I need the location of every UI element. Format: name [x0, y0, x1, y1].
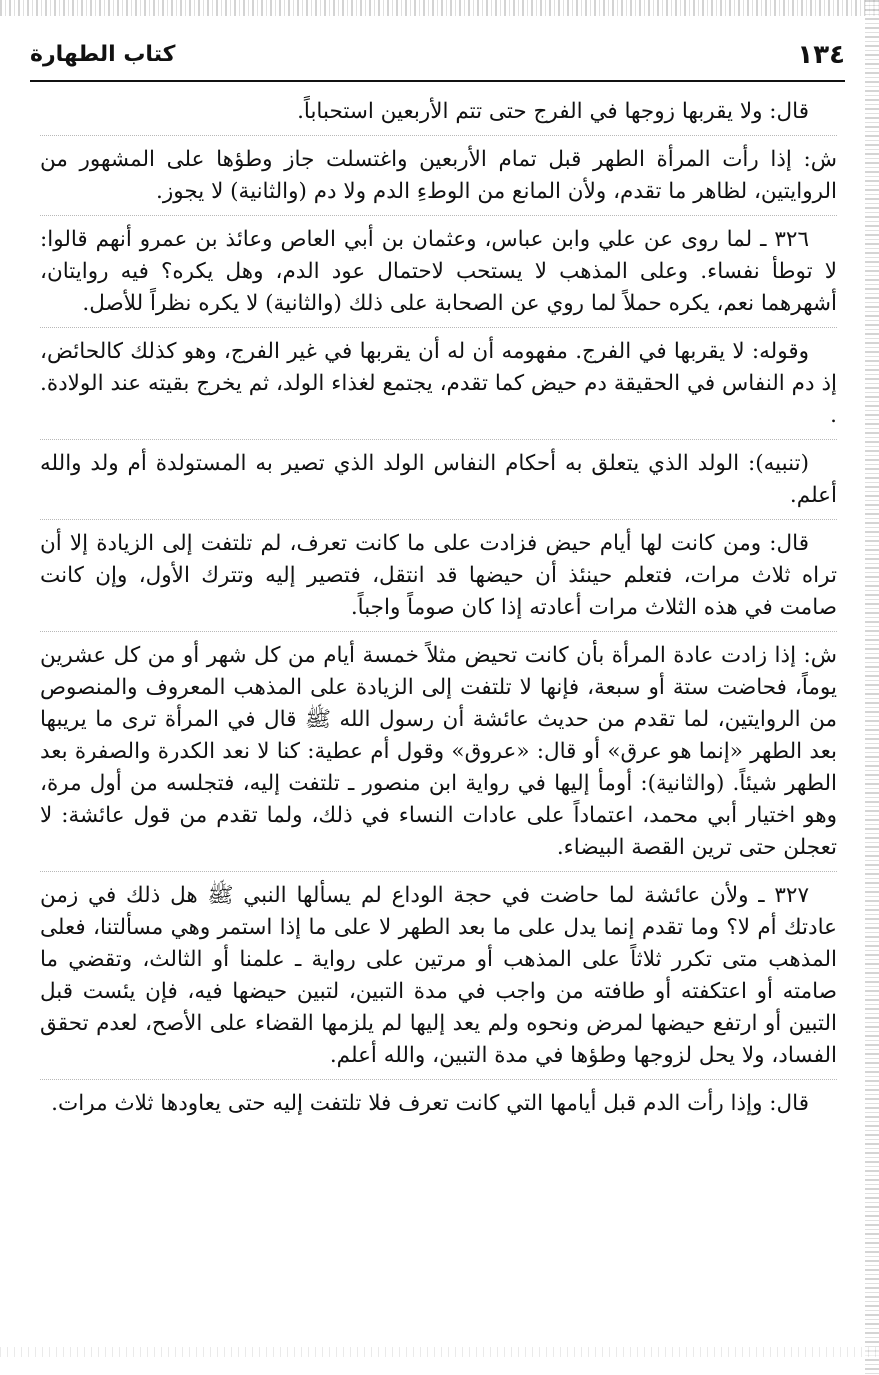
paragraph-5: (تنبيه): الولد الذي يتعلق به أحكام النفاس الولد الذي تصير به المستولدة أم ولد والله أعلم. — [40, 448, 837, 520]
paragraph-9: قال: وإذا رأت الدم قبل أيامها التي كانت تعرف فلا تلتفت إليه حتى يعاودها ثلاث مرات. — [51, 1091, 809, 1116]
page-border-top — [0, 0, 879, 16]
paragraph-6: قال: ومن كانت لها أيام حيض فزادت على ما كانت تعرف، لم تلتفت إلى الزيادة إلا أن تراه ثلاث مرات، فتعلم حينئذ أن حيضها قد انتقل، فتصير إليه وتترك الأول، وإن كانت صامت في هذه الثلاث مرات أعادته إذا كان صوماً واجباً. — [40, 528, 837, 632]
page-header — [30, 38, 845, 72]
paragraph-8: ٣٢٧ ـ ولأن عائشة لما حاضت في حجة الوداع لم يسألها النبي ﷺ هل ذلك في زمن عادتك أم لا؟ وما تقدم إنما يدل على ما بعد الطهر لا على ما إذا استمر وهي مسألتنا، فعلى المذهب متى تكرر ثلاثاً على المذهب أو مرتين على رواية ـ علمنا أو الثالث، وتقضي ما صامته أو اعتكفته أو طافته من واجب في مدة التبين، لتبين حيضها فيه، فإن يئست قبل التبين أو ارتفع حيضها لمرض ونحوه ولم يعد إليها لم يلزمها القضاء على الأصح، لعدم تحقق الفساد، ولا يحل لزوجها وطؤها في مدة التبين، والله أعلم. — [40, 880, 837, 1080]
paragraph-4: وقوله: لا يقربها في الفرج. مفهومه أن له أن يقربها في غير الفرج، وهو كذلك كالحائض، إذ دم النفاس في الحقيقة دم حيض كما تقدم، يجتمع لغذاء الولد، ثم يخرج بقيته عند الولادة. . — [40, 336, 837, 440]
header-rule — [30, 80, 845, 82]
paragraph-7: ش: إذا زادت عادة المرأة بأن كانت تحيض مثلاً خمسة أيام من كل شهر أو من كل عشرين يوماً، فحاضت ستة أو سبعة، فإنها لا تلتفت إلى الزيادة على المذهب المعروف والمنصوص من الروايتين، لما تقدم من حديث عائشة أن رسول الله ﷺ قال في المرأة ترى ما يريبها بعد الطهر «إنما هو عرق» أو قال: «عروق» وقول أم عطية: كنا لا نعد الكدرة والصفرة بعد الطهر شيئاً. (والثانية): أومأ إليها في رواية ابن منصور ـ تلتفت إليه، فتجلسه من أول مرة، وهو اختيار أبي محمد، اعتماداً على عادات النساء في ذلك، ولما تقدم من قول عائشة: لا تعجلن حتى ترين القصة البيضاء. — [40, 640, 837, 872]
page-border-bottom — [0, 1347, 879, 1357]
page-number: ١٣٤ — [797, 40, 845, 70]
book-title: كتاب الطهارة — [30, 42, 176, 67]
paragraph-3: ٣٢٦ ـ لما روى عن علي وابن عباس، وعثمان بن أبي العاص وعائذ بن عمرو أنهم قالوا: لا توطأ نفساء. وعلى المذهب لا يستحب لاحتمال عود الدم، وهل يكره؟ فيه روايتان، أشهرهما نعم، يكره حملاً لما روي عن الصحابة على ذلك (والثانية) لا يكره نظراً للأصل. — [40, 224, 837, 328]
paragraph-2: ش: إذا رأت المرأة الطهر قبل تمام الأربعين واغتسلت جاز وطؤها على المشهور من الروايتين، لظاهر ما تقدم، ولأن المانع من الوطءِ الدم ولا دم (والثانية) لا يجوز. — [40, 144, 837, 216]
page-border-right — [865, 0, 879, 1375]
page-body — [40, 96, 837, 1135]
paragraph-1: قال: ولا يقربها زوجها في الفرج حتى تتم الأربعين استحباباً. — [40, 96, 837, 136]
